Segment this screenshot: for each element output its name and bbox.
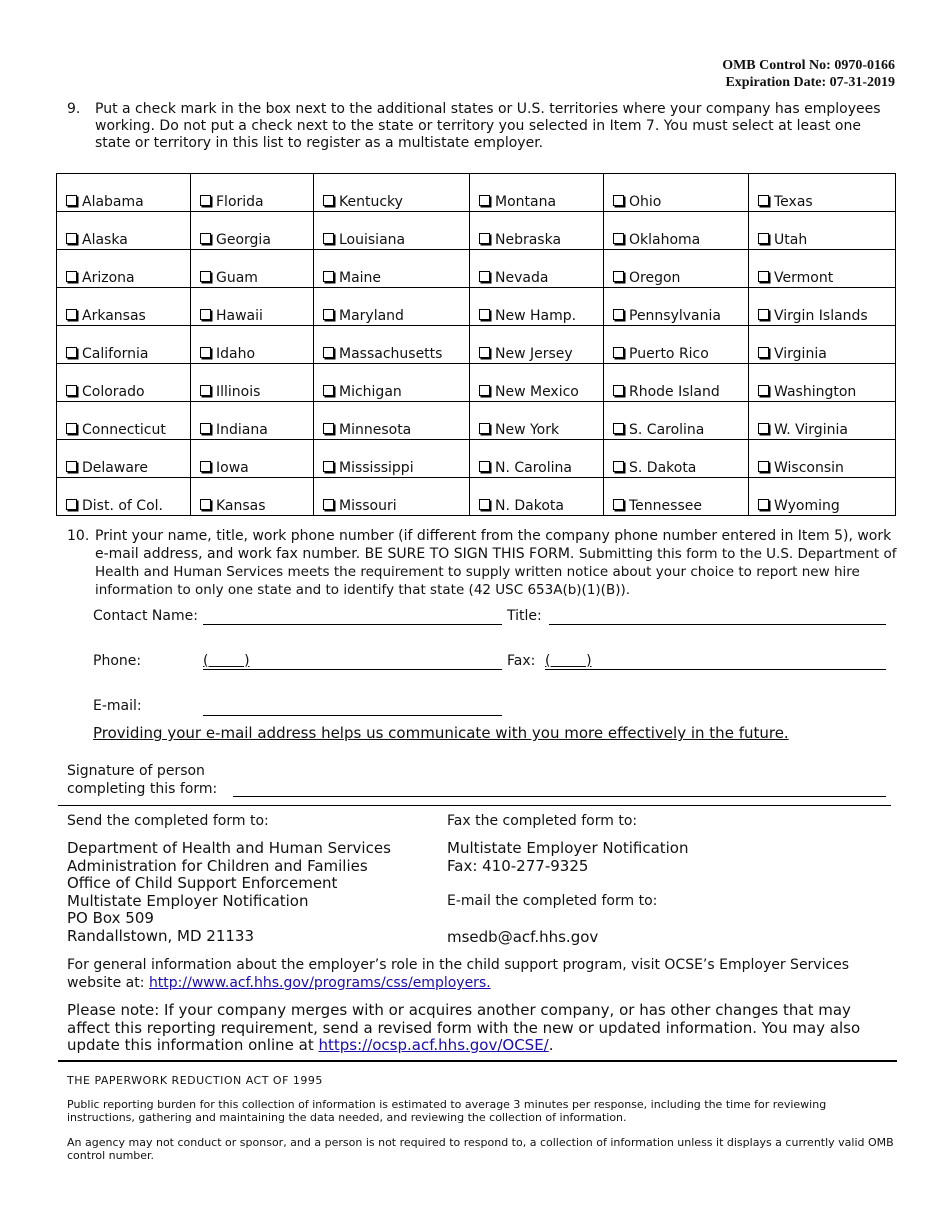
checkbox-icon[interactable] xyxy=(200,271,211,282)
state-option[interactable] xyxy=(191,288,314,326)
checkbox-icon[interactable] xyxy=(613,271,624,282)
state-option[interactable] xyxy=(470,174,604,212)
address-line: PO Box 509 xyxy=(67,909,154,927)
checkbox-icon[interactable] xyxy=(613,195,624,206)
state-label: Guam xyxy=(216,270,258,286)
checkbox-icon[interactable] xyxy=(479,233,490,244)
checkbox-icon[interactable] xyxy=(479,195,490,206)
states-row xyxy=(57,212,896,250)
checkbox-icon[interactable] xyxy=(323,461,334,472)
state-label: Arkansas xyxy=(82,308,146,324)
checkbox-icon[interactable] xyxy=(200,347,211,358)
state-option[interactable] xyxy=(470,402,604,440)
question-10 xyxy=(67,527,897,599)
checkbox-icon[interactable] xyxy=(323,233,334,244)
state-option[interactable] xyxy=(604,326,749,364)
checkbox-icon[interactable] xyxy=(200,309,211,320)
fax-field[interactable] xyxy=(545,652,886,670)
state-label: N. Dakota xyxy=(495,498,564,514)
state-option[interactable] xyxy=(191,212,314,250)
state-label: Minnesota xyxy=(339,422,412,438)
state-option[interactable] xyxy=(314,402,470,440)
state-label: Alabama xyxy=(82,194,144,210)
question-10-text: Print your name, title, work phone number (if different from the company phone number entered in Item 5), work e-mail address, and work fax number. BE SURE TO SIGN THIS FORM. xyxy=(95,528,892,562)
state-option[interactable] xyxy=(470,364,604,402)
checkbox-icon[interactable] xyxy=(758,385,769,396)
state-label: Massachusetts xyxy=(339,346,443,362)
state-label: Rhode Island xyxy=(629,384,720,400)
state-label: Connecticut xyxy=(82,422,166,438)
state-label: New Jersey xyxy=(495,346,573,362)
pra-title: THE PAPERWORK REDUCTION ACT OF 1995 xyxy=(67,1074,323,1087)
checkbox-icon[interactable] xyxy=(758,233,769,244)
checkbox-icon[interactable] xyxy=(613,309,624,320)
state-label: Wyoming xyxy=(774,498,840,514)
checkbox-icon[interactable] xyxy=(758,499,769,510)
state-option[interactable] xyxy=(191,326,314,364)
state-option[interactable] xyxy=(470,288,604,326)
checkbox-icon[interactable] xyxy=(479,271,490,282)
state-label: N. Carolina xyxy=(495,460,572,476)
fax-label: Fax: xyxy=(507,653,536,669)
phone-field[interactable] xyxy=(203,652,502,670)
state-label: Tennessee xyxy=(629,498,702,514)
states-checkbox-table xyxy=(56,173,896,516)
state-option[interactable] xyxy=(314,364,470,402)
state-option[interactable] xyxy=(749,250,896,288)
states-row xyxy=(57,440,896,478)
states-row xyxy=(57,326,896,364)
state-option[interactable] xyxy=(749,440,896,478)
checkbox-icon[interactable] xyxy=(66,385,77,396)
state-option[interactable] xyxy=(191,478,314,516)
state-label: Michigan xyxy=(339,384,402,400)
states-row xyxy=(57,478,896,516)
expiration-date: Expiration Date: 07-31-2019 xyxy=(725,75,895,90)
state-option[interactable] xyxy=(604,440,749,478)
state-label: New York xyxy=(495,422,560,438)
email-heading: E-mail the completed form to: xyxy=(447,893,658,909)
state-label: Virginia xyxy=(774,346,827,362)
checkbox-icon[interactable] xyxy=(200,385,211,396)
state-label: New Hamp. xyxy=(495,308,577,324)
state-label: W. Virginia xyxy=(774,422,848,438)
fax-area-code: ( ) xyxy=(545,653,592,669)
title-label: Title: xyxy=(507,608,542,624)
checkbox-icon[interactable] xyxy=(200,461,211,472)
pra-omb-text: An agency may not conduct or sponsor, and a person is not required to respond to, a collection of information unless it displays a currently valid OMB control number. xyxy=(67,1136,894,1162)
state-label: Vermont xyxy=(774,270,834,286)
state-option[interactable] xyxy=(57,288,191,326)
checkbox-icon[interactable] xyxy=(758,309,769,320)
signature-label: Signature of person completing this form: xyxy=(67,763,218,797)
checkbox-icon[interactable] xyxy=(758,195,769,206)
state-option[interactable] xyxy=(749,326,896,364)
please-note: Please note: If your company merges with or acquires another company, or has other changes that may affect this reporting requirement, send a revised form with the new or updated information. You may also update this information online at https://ocsp.acf.hhs.gov/OCSE/. xyxy=(67,1001,861,1055)
state-label: Kansas xyxy=(216,498,266,514)
checkbox-icon[interactable] xyxy=(613,423,624,434)
omb-control-number: OMB Control No: 0970-0166 xyxy=(722,58,895,73)
omb-header xyxy=(722,57,895,91)
state-label: Maryland xyxy=(339,308,404,324)
states-row xyxy=(57,174,896,212)
address-line: Randallstown, MD 21133 xyxy=(67,926,255,945)
state-label: California xyxy=(82,346,149,362)
state-option[interactable] xyxy=(604,402,749,440)
checkbox-icon[interactable] xyxy=(479,461,490,472)
checkbox-icon[interactable] xyxy=(479,347,490,358)
state-label: Texas xyxy=(774,194,813,210)
state-label: Idaho xyxy=(216,346,256,362)
state-label: S. Dakota xyxy=(629,460,697,476)
state-label: Ohio xyxy=(629,194,662,210)
state-option[interactable] xyxy=(314,326,470,364)
checkbox-icon[interactable] xyxy=(66,461,77,472)
checkbox-icon[interactable] xyxy=(66,499,77,510)
checkbox-icon[interactable] xyxy=(323,385,334,396)
state-option[interactable] xyxy=(57,326,191,364)
state-label: Puerto Rico xyxy=(629,346,709,362)
state-option[interactable] xyxy=(57,250,191,288)
contact-name-label: Contact Name: xyxy=(93,608,198,624)
state-label: Hawaii xyxy=(216,308,263,324)
state-option[interactable] xyxy=(57,440,191,478)
state-label: Missouri xyxy=(339,498,397,514)
state-option[interactable] xyxy=(604,174,749,212)
state-label: Oregon xyxy=(629,270,681,286)
phone-area-code: ( ) xyxy=(203,653,250,669)
checkbox-icon[interactable] xyxy=(323,195,334,206)
state-option[interactable] xyxy=(749,212,896,250)
fax-heading: Fax the completed form to: xyxy=(447,813,638,829)
state-label: Delaware xyxy=(82,460,148,476)
state-option[interactable] xyxy=(604,250,749,288)
checkbox-icon[interactable] xyxy=(200,233,211,244)
checkbox-icon[interactable] xyxy=(479,385,490,396)
state-option[interactable] xyxy=(314,440,470,478)
address-line: Administration for Children and Families xyxy=(67,856,368,875)
thick-divider xyxy=(58,1060,897,1062)
checkbox-icon[interactable] xyxy=(323,347,334,358)
fax-block xyxy=(447,840,689,875)
state-option[interactable] xyxy=(314,288,470,326)
checkbox-icon[interactable] xyxy=(200,195,211,206)
checkbox-icon[interactable] xyxy=(479,423,490,434)
state-option[interactable] xyxy=(191,440,314,478)
checkbox-icon[interactable] xyxy=(758,271,769,282)
address-line: Department of Health and Human Services xyxy=(67,839,391,857)
checkbox-icon[interactable] xyxy=(613,347,624,358)
email-field[interactable] xyxy=(203,699,502,716)
state-label: Oklahoma xyxy=(629,232,701,248)
employer-services-link[interactable]: http://www.acf.hhs.gov/programs/css/employers. xyxy=(148,975,491,991)
state-label: Nebraska xyxy=(495,232,562,248)
fax-number: Fax: 410-277-9325 xyxy=(447,856,589,875)
state-option[interactable] xyxy=(57,364,191,402)
state-option[interactable] xyxy=(314,478,470,516)
state-label: Kentucky xyxy=(339,194,403,210)
question-10-number: 10. xyxy=(67,528,90,544)
state-option[interactable] xyxy=(314,250,470,288)
state-label: Colorado xyxy=(82,384,145,400)
states-row xyxy=(57,250,896,288)
state-option[interactable] xyxy=(57,174,191,212)
state-option[interactable] xyxy=(749,174,896,212)
checkbox-icon[interactable] xyxy=(613,499,624,510)
checkbox-icon[interactable] xyxy=(66,195,77,206)
state-option[interactable] xyxy=(191,364,314,402)
state-label: Illinois xyxy=(216,384,261,400)
email-label: E-mail: xyxy=(93,698,142,714)
state-option[interactable] xyxy=(604,478,749,516)
state-option[interactable] xyxy=(604,288,749,326)
state-label: Alaska xyxy=(82,232,128,248)
fax-recipient: Multistate Employer Notification xyxy=(447,839,689,857)
state-label: Dist. of Col. xyxy=(82,498,163,514)
checkbox-icon[interactable] xyxy=(613,461,624,472)
state-option[interactable] xyxy=(191,250,314,288)
state-option[interactable] xyxy=(191,402,314,440)
mailing-address xyxy=(67,840,391,945)
checkbox-icon[interactable] xyxy=(323,423,334,434)
state-label: Mississippi xyxy=(339,460,414,476)
checkbox-icon[interactable] xyxy=(323,309,334,320)
checkbox-icon[interactable] xyxy=(323,271,334,282)
phone-label: Phone: xyxy=(93,653,142,669)
state-option[interactable] xyxy=(470,212,604,250)
states-row xyxy=(57,288,896,326)
checkbox-icon[interactable] xyxy=(758,423,769,434)
state-option[interactable] xyxy=(604,364,749,402)
state-option[interactable] xyxy=(749,478,896,516)
state-option[interactable] xyxy=(749,364,896,402)
state-label: Virgin Islands xyxy=(774,308,868,324)
state-option[interactable] xyxy=(314,174,470,212)
checkbox-icon[interactable] xyxy=(200,423,211,434)
state-label: Utah xyxy=(774,232,808,248)
checkbox-icon[interactable] xyxy=(479,499,490,510)
signature-field[interactable] xyxy=(233,780,886,797)
state-option[interactable] xyxy=(57,478,191,516)
checkbox-icon[interactable] xyxy=(66,271,77,282)
state-label: Georgia xyxy=(216,232,271,248)
state-label: Wisconsin xyxy=(774,460,844,476)
question-9-number: 9. xyxy=(67,101,81,117)
state-label: Maine xyxy=(339,270,382,286)
contact-name-field[interactable] xyxy=(203,609,502,625)
states-row xyxy=(57,402,896,440)
state-option[interactable] xyxy=(749,402,896,440)
checkbox-icon[interactable] xyxy=(323,499,334,510)
checkbox-icon[interactable] xyxy=(613,233,624,244)
checkbox-icon[interactable] xyxy=(66,423,77,434)
state-option[interactable] xyxy=(604,212,749,250)
ocse-online-link[interactable]: https://ocsp.acf.hhs.gov/OCSE/ xyxy=(318,1036,549,1055)
state-label: Indiana xyxy=(216,422,268,438)
checkbox-icon[interactable] xyxy=(479,309,490,320)
state-label: Montana xyxy=(495,194,557,210)
question-9 xyxy=(67,101,897,152)
general-info-text: For general information about the employer’s role in the child support program, visit OCSE’s Employer Services website at: xyxy=(67,957,850,991)
title-field[interactable] xyxy=(549,609,886,625)
state-label: New Mexico xyxy=(495,384,579,400)
checkbox-icon[interactable] xyxy=(66,233,77,244)
states-row xyxy=(57,364,896,402)
submission-email: msedb@acf.hhs.gov xyxy=(447,928,599,946)
state-option[interactable] xyxy=(57,212,191,250)
general-info xyxy=(67,956,897,992)
checkbox-icon[interactable] xyxy=(66,347,77,358)
state-label: Louisiana xyxy=(339,232,406,248)
checkbox-icon[interactable] xyxy=(613,385,624,396)
state-label: Washington xyxy=(774,384,857,400)
state-label: Pennsylvania xyxy=(629,308,721,324)
address-line: Office of Child Support Enforcement xyxy=(67,874,338,892)
question-9-text: Put a check mark in the box next to the additional states or U.S. territories where your company has employees working. Do not put a check next to the state or territory you selected in Item 7. You must select at least one state or territory in this list to register as a multistate employer. xyxy=(95,101,881,151)
state-option[interactable] xyxy=(57,402,191,440)
divider xyxy=(58,805,891,806)
state-label: Florida xyxy=(216,194,264,210)
send-heading: Send the completed form to: xyxy=(67,813,269,829)
state-label: S. Carolina xyxy=(629,422,705,438)
checkbox-icon[interactable] xyxy=(66,309,77,320)
checkbox-icon[interactable] xyxy=(200,499,211,510)
state-option[interactable] xyxy=(191,174,314,212)
question-10-legal-text: Submitting this form to the U.S. Department of Health and Human Services meets the requirement to supply written notice about your choice to report new hire information to only one state and to identify that state (42 USC 653A(b)(1)(B)). xyxy=(95,546,897,598)
state-label: Arizona xyxy=(82,270,135,286)
state-option[interactable] xyxy=(314,212,470,250)
address-line: Multistate Employer Notification xyxy=(67,891,309,910)
please-note-text: Please note: If your company merges with or acquires another company, or has other changes that may affect this reporting requirement, send a revised form with the new or updated information. You may also update this information online at xyxy=(67,1001,861,1055)
state-option[interactable] xyxy=(470,478,604,516)
email-note: Providing your e-mail address helps us communicate with you more effectively in the future. xyxy=(93,724,789,742)
state-option[interactable] xyxy=(470,326,604,364)
checkbox-icon[interactable] xyxy=(758,461,769,472)
state-label: Iowa xyxy=(216,460,249,476)
state-option[interactable] xyxy=(470,250,604,288)
state-option[interactable] xyxy=(749,288,896,326)
state-label: Nevada xyxy=(495,270,549,286)
pra-burden-text: Public reporting burden for this collection of information is estimated to average 3 minutes per response, including the time for reviewing instructions, gathering and maintaining the data needed, and reviewing the collection of information. xyxy=(67,1098,827,1124)
state-option[interactable] xyxy=(470,440,604,478)
checkbox-icon[interactable] xyxy=(758,347,769,358)
